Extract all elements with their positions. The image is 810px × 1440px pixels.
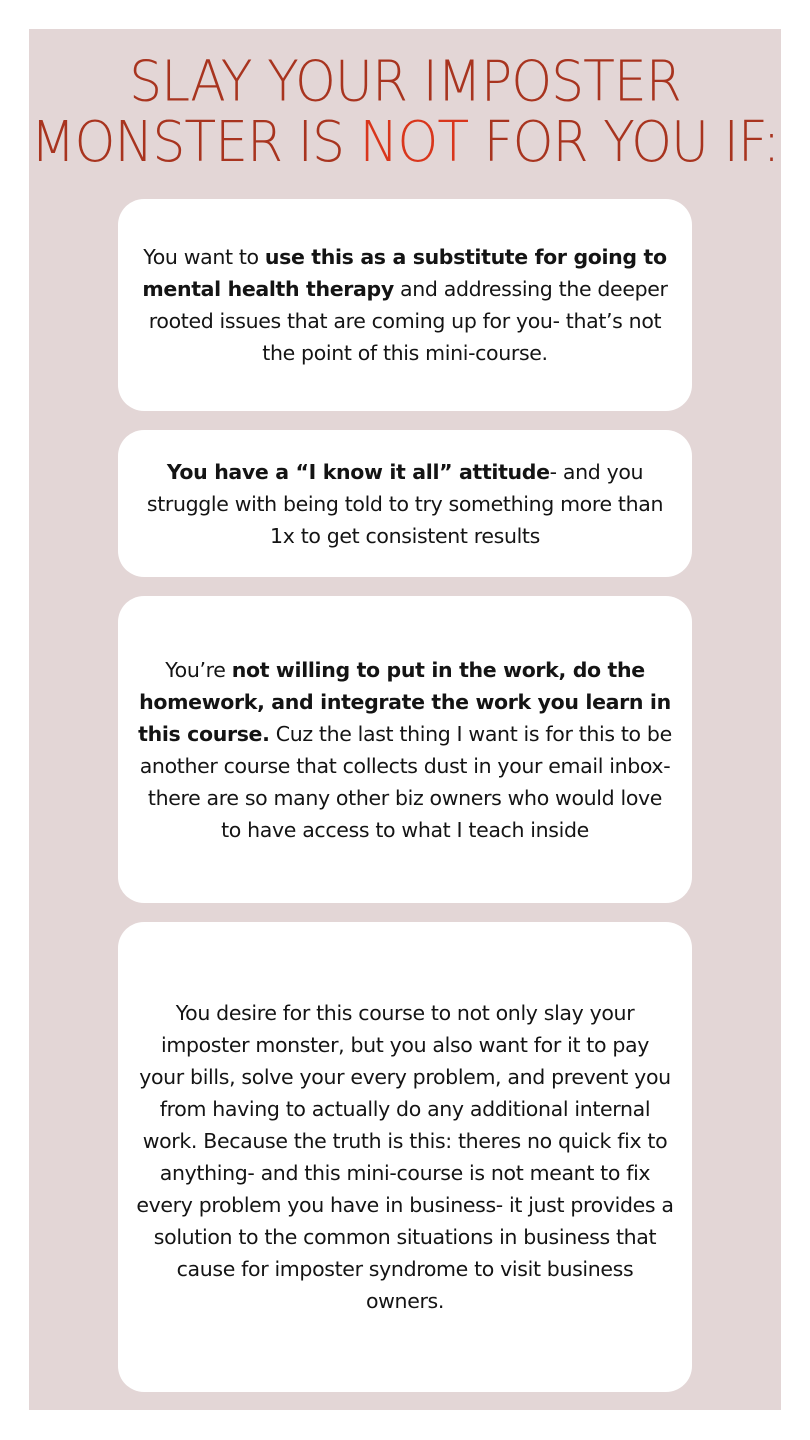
page-title xyxy=(0,49,810,176)
reason-card-know-it-all xyxy=(118,430,692,577)
reason-text xyxy=(136,456,674,552)
reason-text-lead: You desire for this course to not only slay your imposter monster, but you also want for it to pay your bills, solve your every problem, and prevent you from having to actually do any additional internal work. Because the truth is this: theres no quick fix to anything- and this mini-course is not meant to fix every problem you have in business- it just provides a solution to the common situations in business that cause for imposter syndrome to visit business owners. xyxy=(136,1001,674,1313)
reason-text xyxy=(136,997,674,1317)
reason-text xyxy=(136,241,674,369)
reason-text-tail: and addressing the deeper rooted issues that are coming up for you- that’s not the point of this mini-course. xyxy=(148,277,668,365)
reason-text-lead: You want to xyxy=(143,245,265,269)
reason-text-tail: Cuz the last thing I want is for this to be another course that collects dust in your email inbox- there are so many other biz owners who would love to have access to what I teach inside xyxy=(139,721,672,842)
title-line-1: SLAY YOUR IMPOSTER xyxy=(129,49,681,115)
reason-card-not-willing xyxy=(118,596,692,903)
title-highlight-not: NOT xyxy=(359,110,469,176)
title-line-2-end: FOR YOU IF: xyxy=(468,110,780,176)
reason-text-bold: use this as a substitute for going to mental health therapy xyxy=(142,245,667,301)
reason-card-quick-fix xyxy=(118,922,692,1392)
title-line-2 xyxy=(0,110,810,176)
reason-text-lead: You’re xyxy=(165,657,232,682)
reason-text-tail: - and you struggle with being told to try something more than 1x to get consistent results xyxy=(146,459,664,548)
title-line-2-start: MONSTER IS xyxy=(30,110,360,176)
reason-card-therapy xyxy=(118,199,692,411)
reason-text-bold: You have a “I know it all” attitude xyxy=(166,459,550,484)
reason-text-bold: not willing to put in the work, do the homework, and integrate the work you learn in this course. xyxy=(138,657,671,746)
reason-text xyxy=(136,654,674,846)
